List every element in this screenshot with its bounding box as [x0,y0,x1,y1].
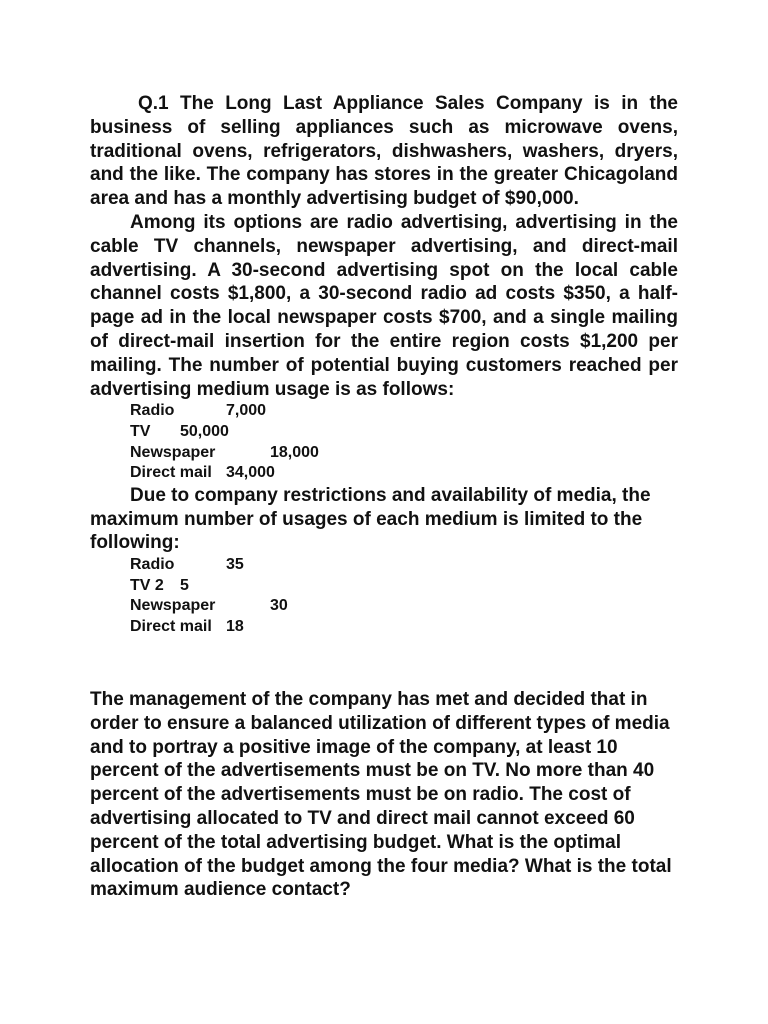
limit-row-radio [130,555,678,576]
reach-value: 50,000 [180,422,229,440]
reach-medium: Radio [130,402,175,420]
reach-value: 18,000 [270,443,319,461]
reach-table [130,401,678,483]
limits-table [130,555,678,637]
limit-value: 35 [226,556,244,574]
paragraph-restrictions: Due to company restrictions and availability of media, the maximum number of usages of each medium is limited to the following: [90,484,651,554]
paragraph-intro: Q.1 The Long Last Appliance Sales Company is in the business of selling appliances such as microwave ovens, traditional ovens, refrigerators, dishwashers, washers, dryers, and the like. The company has stores in the greater Chicagoland area and has a monthly advertising budget of $90,000. [90,93,678,210]
limit-medium: Newspaper [130,597,216,615]
limit-value: 18 [226,617,244,635]
document-body [90,92,678,638]
paragraph-options: Among its options are radio advertising, advertising in the cable TV channels, newspaper advertising, and direct-mail advertising. A 30-second advertising spot on the local cable channel costs $1,800, a 30-second radio ad costs $350, a half-page ad in the local newspaper costs $700, and a single mailing of direct-mail insertion for the entire region costs $1,200 per mailing. The number of potential buying customers reached per advertising medium usage is as follows: [90,211,678,400]
limit-row-direct-mail [130,617,678,638]
reach-row-radio [130,401,678,422]
limit-medium: Radio [130,556,175,574]
limit-medium: Direct mail [130,617,212,635]
limit-value: 5 [180,576,189,594]
paragraph-management: The management of the company has met and decided that in order to ensure a balanced utilization of different types of media and to portray a positive image of the company, at least 10 percent of the advertisements must be on TV. No more than 40 percent of the advertisements must be on radio. The cost of advertising allocated to TV and direct mail cannot exceed 60 percent of the total advertising budget. What is the optimal allocation of the budget among the four media? What is the total maximum audience contact? [90,689,672,901]
limit-row-tv [130,576,678,597]
reach-row-direct-mail [130,463,678,484]
reach-value: 34,000 [226,464,275,482]
limit-row-newspaper [130,596,678,617]
limit-value: 30 [270,597,288,615]
reach-medium: Direct mail [130,464,212,482]
limit-medium: TV 2 [130,576,164,594]
reach-medium: Newspaper [130,443,216,461]
reach-value: 7,000 [226,402,267,420]
reach-row-newspaper [130,443,678,464]
reach-medium: TV [130,422,151,440]
reach-row-tv [130,422,678,443]
